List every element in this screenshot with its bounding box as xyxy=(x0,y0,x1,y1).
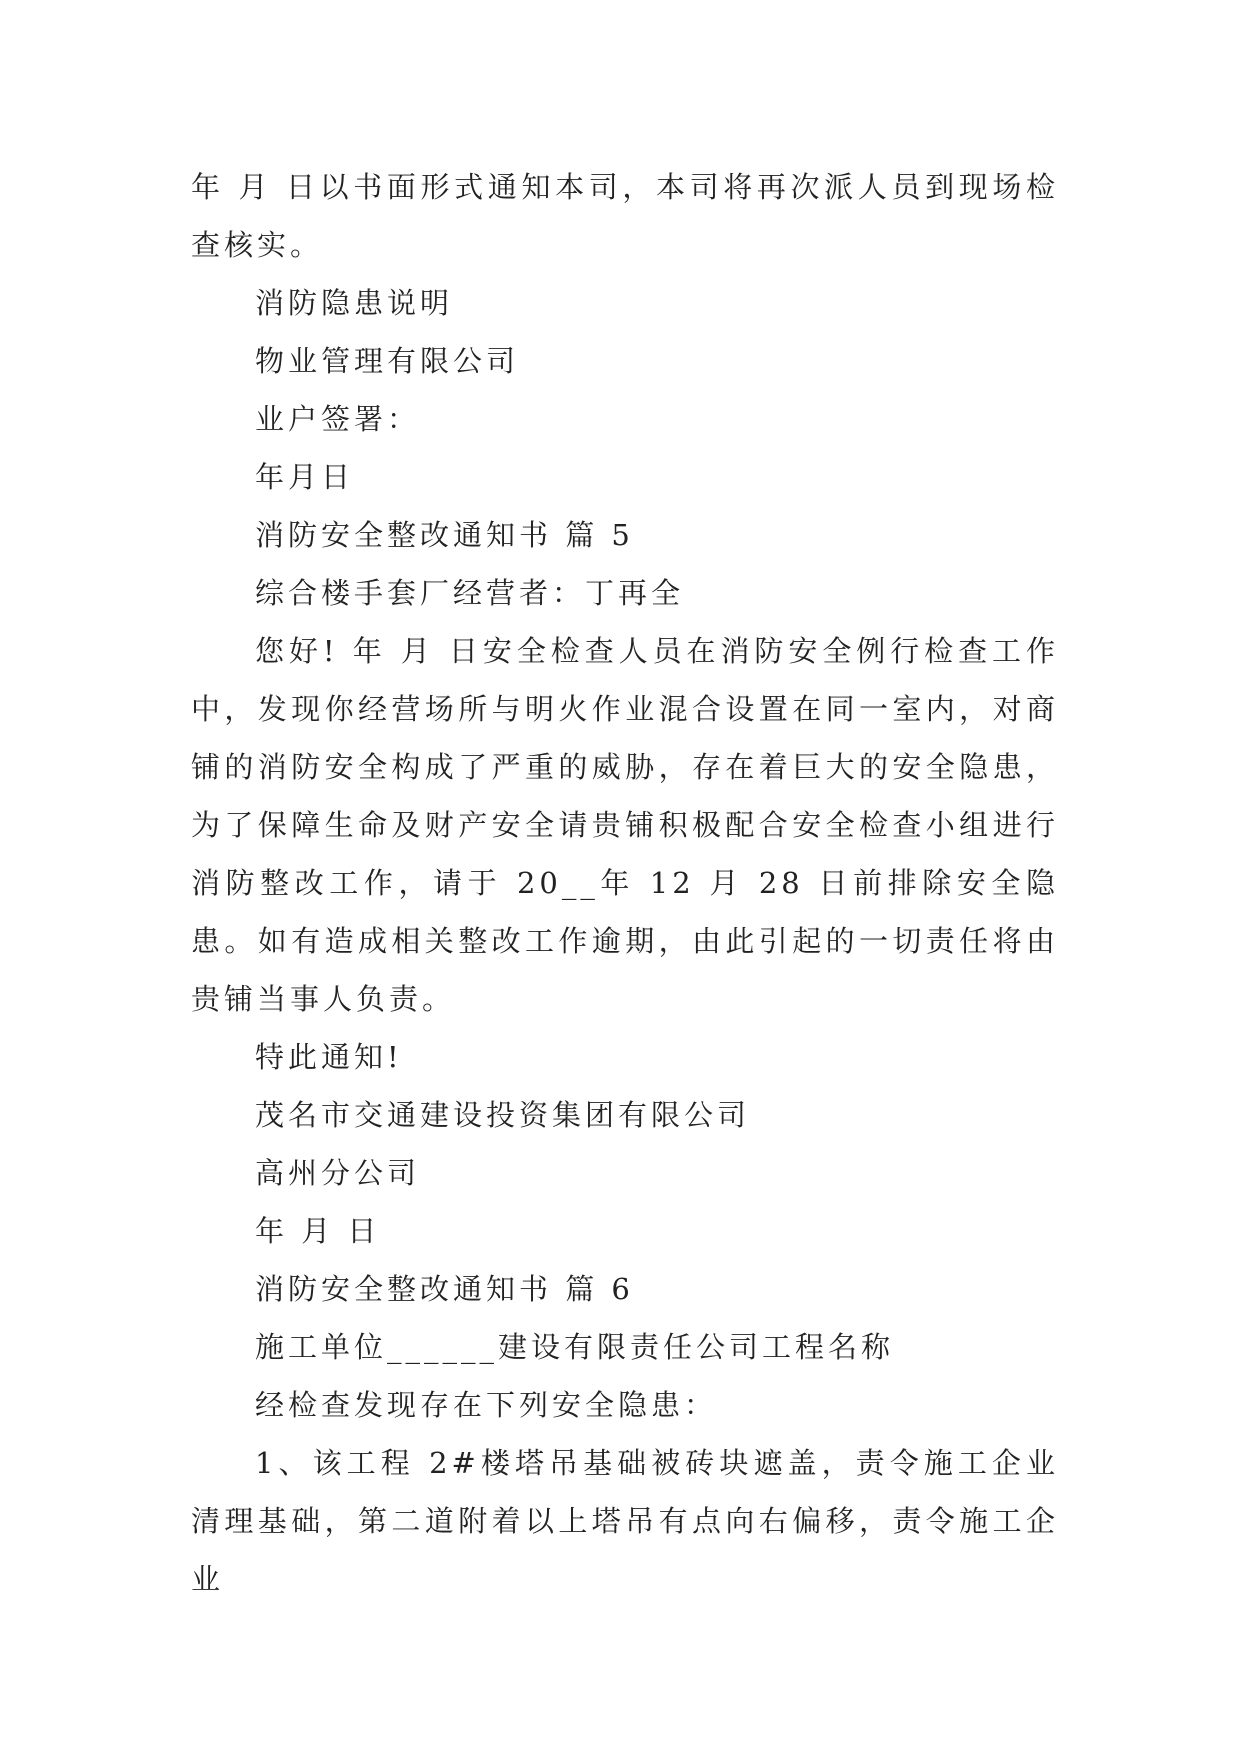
heading-fire-hazard-note: 消防隐患说明 xyxy=(255,286,454,320)
notice-closing: 特此通知! xyxy=(255,1040,403,1074)
hazard-item-1 xyxy=(191,1434,1059,1608)
section-title-6: 消防安全整改通知书 篇 6 xyxy=(255,1272,634,1306)
date-line: 年 月 日 xyxy=(255,1214,381,1248)
section-title-5: 消防安全整改通知书 篇 5 xyxy=(255,518,634,552)
issuer-branch: 高州分公司 xyxy=(255,1156,421,1190)
issuer-company: 茂名市交通建设投资集团有限公司 xyxy=(255,1098,751,1132)
paragraph-text: 您好! 年 月 日安全检查人员在消防安全例行检查工作中，发现你经营场所与明火作业混合设置在同一室内，对商铺的消防安全构成了严重的威胁，存在着巨大的安全隐患，为了保障生命及财产安全请贵铺积极配合安全检查小组进行消防整改工作，请于 20__年 12 月 28 日前排除安全隐患。如有造成相关整改工作逾期，由此引起的一切责任将由贵铺当事人负责。 xyxy=(191,634,1059,1016)
paragraph-continuation xyxy=(191,158,1059,274)
paragraph-text: 年 月 日以书面形式通知本司，本司将再次派人员到现场检查核实。 xyxy=(191,170,1059,262)
addressee-line: 综合楼手套厂经营者：丁再全 xyxy=(255,576,685,610)
paragraph-text: 1、该工程 2#楼塔吊基础被砖块遮盖，责令施工企业清理基础，第二道附着以上塔吊有点向右偏移，责令施工企业 xyxy=(191,1446,1059,1596)
date-line: 年月日 xyxy=(255,460,355,494)
document-body xyxy=(191,158,1059,1608)
owner-signature-label: 业户签署： xyxy=(255,402,421,436)
hazards-intro: 经检查发现存在下列安全隐患： xyxy=(255,1388,718,1422)
company-name: 物业管理有限公司 xyxy=(255,344,520,378)
construction-unit-line: 施工单位______建设有限责任公司工程名称 xyxy=(255,1330,895,1364)
notice-body xyxy=(191,622,1059,1028)
